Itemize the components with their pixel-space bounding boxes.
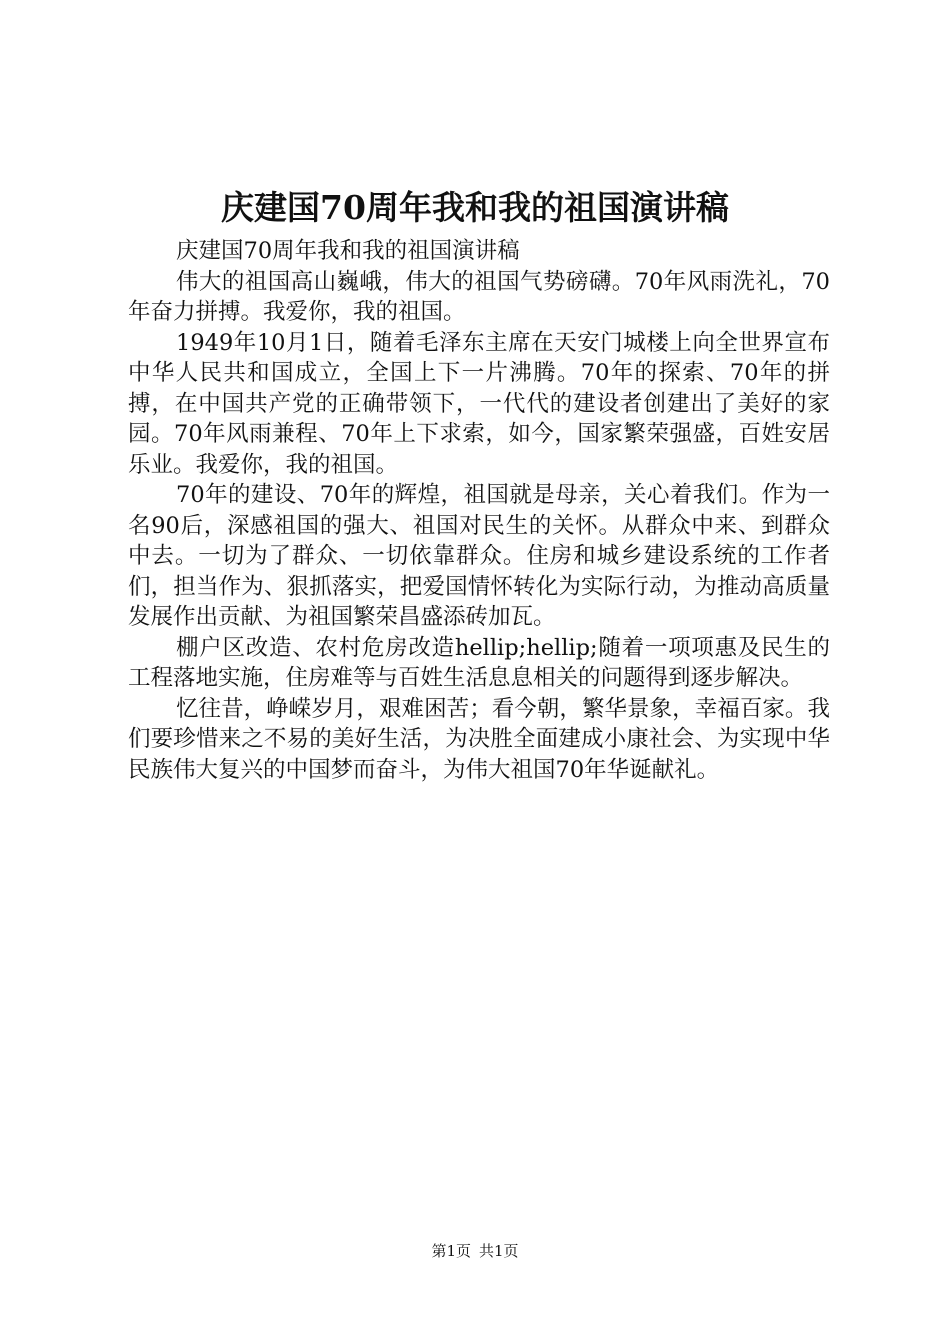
document-body [128,236,830,785]
paragraph: 伟大的祖国高山巍峨，伟大的祖国气势磅礴。70年风雨洗礼，70年奋力拼搏。我爱你，我的祖国。 [128,268,830,325]
page-footer [0,1241,950,1261]
paragraph: 1949年10月1日，随着毛泽东主席在天安门城楼上向全世界宣布中华人民共和国成立，全国上下一片沸腾。70年的探索、70年的拼搏，在中国共产党的正确带领下，一代代的建设者创建出了美好的家园。70年风雨兼程、70年上下求索，如今，国家繁荣强盛，百姓安居乐业。我爱你，我的祖国。 [128,329,830,478]
paragraph-subtitle: 庆建国70周年我和我的祖国演讲稿 [176,238,520,264]
paragraph: 棚户区改造、农村危房改造hellip;hellip;随着一项项惠及民生的工程落地实施，住房难等与百姓生活息息相关的问题得到逐步解决。 [128,634,830,691]
document-title: 庆建国70周年我和我的祖国演讲稿 [221,188,729,227]
page-total: 共1页 [479,1242,519,1260]
paragraph: 忆往昔，峥嵘岁月，艰难困苦；看今朝，繁华景象，幸福百家。我们要珍惜来之不易的美好生活，为决胜全面建成小康社会、为实现中华民族伟大复兴的中国梦而奋斗，为伟大祖国70年华诞献礼。 [128,695,830,783]
page-number: 第1页 [431,1242,471,1260]
paragraph: 70年的建设、70年的辉煌，祖国就是母亲，关心着我们。作为一名90后，深感祖国的强大、祖国对民生的关怀。从群众中来、到群众中去。一切为了群众、一切依靠群众。住房和城乡建设系统的工作者们，担当作为、狠抓落实，把爱国情怀转化为实际行动，为推动高质量发展作出贡献、为祖国繁荣昌盛添砖加瓦。 [128,482,830,630]
